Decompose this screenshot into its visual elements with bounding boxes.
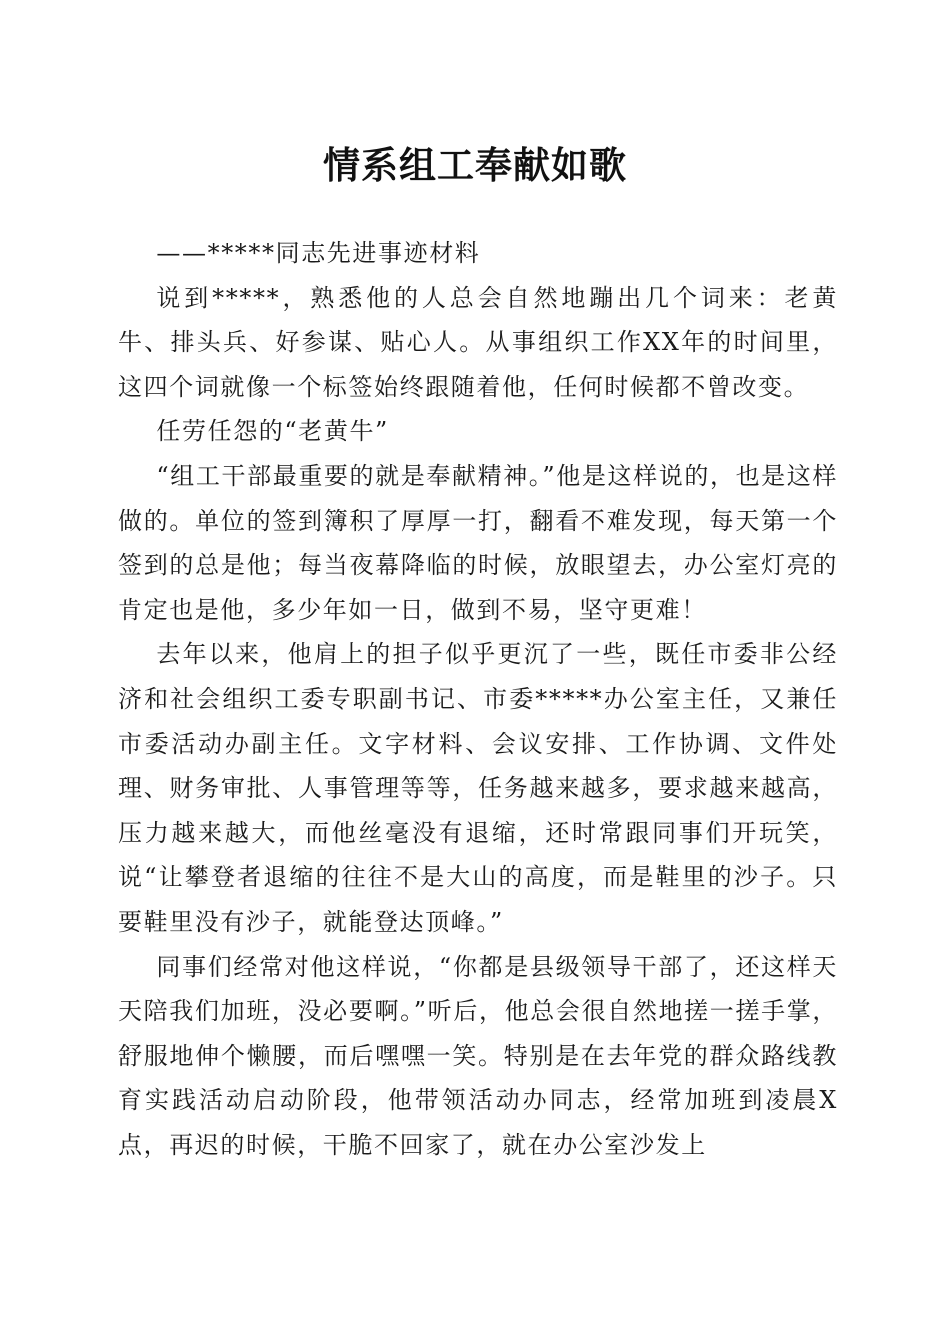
- paragraph-dedication: “组工干部最重要的就是奉献精神。”他是这样说的，也是这样做的。单位的签到簿积了厚厚一打，翻看不难发现，每天第一个签到的总是他；每当夜幕降临的时候，放眼望去，办公室灯亮的肯定也是他，多少年如一日，做到不易，坚守更难！: [118, 461, 838, 624]
- paragraph-intro: 说到*****，熟悉他的人总会自然地蹦出几个词来：老黄牛、排头兵、好参谋、贴心人。从事组织工作XX年的时间里，这四个词就像一个标签始终跟随着他，任何时候都不曾改变。: [118, 283, 838, 401]
- section-heading: 任劳任怨的“老黄牛”: [156, 417, 389, 446]
- document-body: [118, 231, 838, 1167]
- document-title: 情系组工奉献如歌: [323, 143, 627, 187]
- document-subtitle: ——*****同志先进事迹材料: [156, 239, 481, 267]
- paragraph-colleagues: 同事们经常对他这样说，“你都是县级领导干部了，还这样天天陪我们加班，没必要啊。”听后，他总会很自然地搓一搓手掌，舒服地伸个懒腰，而后嘿嘿一笑。特别是在去年党的群众路线教育实践活动启动阶段，他带领活动办同志，经常加班到凌晨X点，再迟的时候，干脆不回家了，就在办公室沙发上: [118, 952, 838, 1159]
- paragraph-responsibilities: 去年以来，他肩上的担子似乎更沉了一些，既任市委非公经济和社会组织工委专职副书记、市委*****办公室主任，又兼任市委活动办副主任。文字材料、会议安排、工作协调、文件处理、财务审批、人事管理等等，任务越来越多，要求越来越高，压力越来越大，而他丝毫没有退缩，还时常跟同事们开玩笑，说“让攀登者退缩的往往不是大山的高度，而是鞋里的沙子。只要鞋里没有沙子，就能登达顶峰。”: [118, 640, 838, 936]
